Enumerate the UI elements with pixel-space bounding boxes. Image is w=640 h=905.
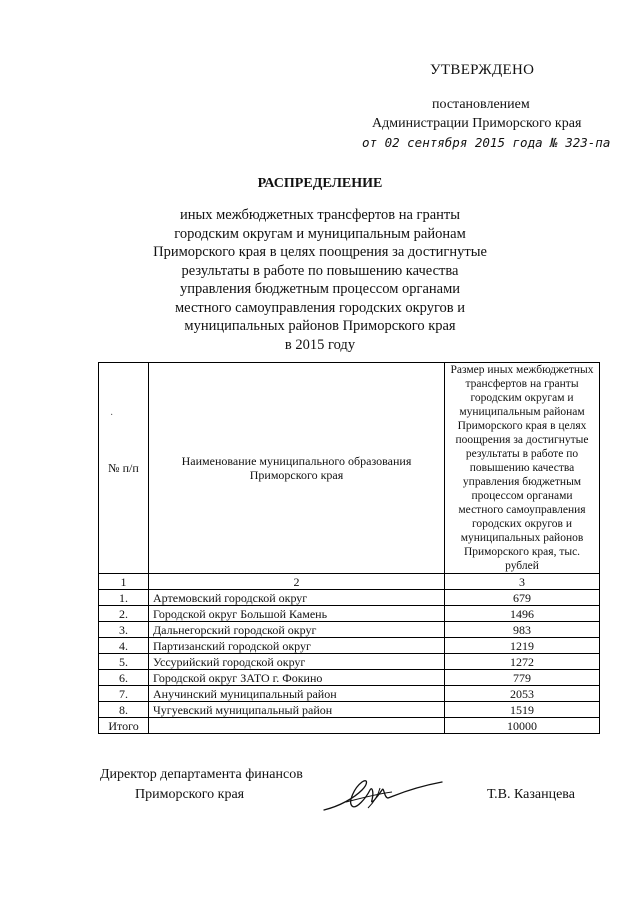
col-number-3: 3 (445, 574, 600, 590)
row-name: Городской округ ЗАТО г. Фокино (149, 670, 445, 686)
subtitle-line: городским округам и муниципальным районам (174, 225, 466, 242)
table-row (99, 638, 600, 654)
row-num: 2. (99, 606, 149, 622)
row-name: Уссурийский городской округ (149, 654, 445, 670)
approval-heading: УТВЕРЖДЕНО (430, 62, 535, 78)
total-empty-cell (149, 718, 445, 734)
subtitle-line: результаты в работе по повышению качества (181, 262, 459, 279)
signatory-position-line-1: Директор департамента финансов (100, 767, 303, 782)
approval-line-2: Администрации Приморского края (372, 116, 582, 131)
row-name: Партизанский городской округ (149, 638, 445, 654)
row-amount: 679 (445, 590, 600, 606)
subtitle-line: Приморского края в целях поощрения за достигнутые (153, 244, 487, 260)
subtitle-line: в 2015 году (284, 336, 356, 353)
row-num: 3. (99, 622, 149, 638)
table-row (99, 606, 600, 622)
col-number-2: 2 (149, 574, 445, 590)
row-name: Анучинский муниципальный район (149, 686, 445, 702)
total-label: Итого (99, 718, 149, 734)
total-row (99, 718, 600, 734)
handwritten-signature-icon (318, 768, 448, 816)
table-row (99, 670, 600, 686)
row-num: 4. (99, 638, 149, 654)
row-num: 7. (99, 686, 149, 702)
row-amount: 1272 (445, 654, 600, 670)
row-amount: 779 (445, 670, 600, 686)
row-amount: 2053 (445, 686, 600, 702)
table-header-row (99, 363, 600, 574)
document-subtitle (150, 206, 490, 354)
header-amount: Размер иных межбюджетных трансфертов на гранты городским округам и муниципальным районам Приморского края в целях поощрения за достигнутые результаты в работе по повышению качества управления бюджетным процессом органами местного самоуправления городских округов и муниципальных районов Приморского края, тыс. рублей (445, 363, 600, 574)
row-name: Городской округ Большой Камень (149, 606, 445, 622)
approval-decree-line: от 02 сентября 2015 года № 323-па (362, 135, 611, 150)
row-num: 1. (99, 590, 149, 606)
row-num: 5. (99, 654, 149, 670)
table-row (99, 702, 600, 718)
row-name: Чугуевский муниципальный район (149, 702, 445, 718)
distribution-table (98, 362, 600, 734)
table-row (99, 590, 600, 606)
signatory-position-line-2: Приморского края (135, 787, 245, 802)
row-amount: 1219 (445, 638, 600, 654)
row-name: Дальнегорский городской округ (149, 622, 445, 638)
row-num: 8. (99, 702, 149, 718)
header-num: № п/п (99, 363, 149, 574)
row-amount: 1496 (445, 606, 600, 622)
subtitle-line: муниципальных районов Приморского края (184, 318, 456, 334)
scan-mark: · (110, 410, 114, 421)
row-amount: 983 (445, 622, 600, 638)
subtitle-line: местного самоуправления городских округов и (174, 299, 466, 316)
table-row (99, 654, 600, 670)
total-value: 10000 (445, 718, 600, 734)
document-title: РАСПРЕДЕЛЕНИЕ (257, 176, 383, 191)
signatory-name: Т.В. Казанцева (487, 787, 575, 802)
header-name: Наименование муниципального образования Приморского края (149, 363, 445, 574)
approval-line-1: постановлением (432, 97, 530, 112)
row-num: 6. (99, 670, 149, 686)
subtitle-line: управления бюджетным процессом органами (179, 281, 461, 297)
column-numbers-row (99, 574, 600, 590)
subtitle-line: иных межбюджетных трансфертов на гранты (179, 207, 461, 223)
table-row (99, 622, 600, 638)
col-number-1: 1 (99, 574, 149, 590)
table-row (99, 686, 600, 702)
row-amount: 1519 (445, 702, 600, 718)
row-name: Артемовский городской округ (149, 590, 445, 606)
